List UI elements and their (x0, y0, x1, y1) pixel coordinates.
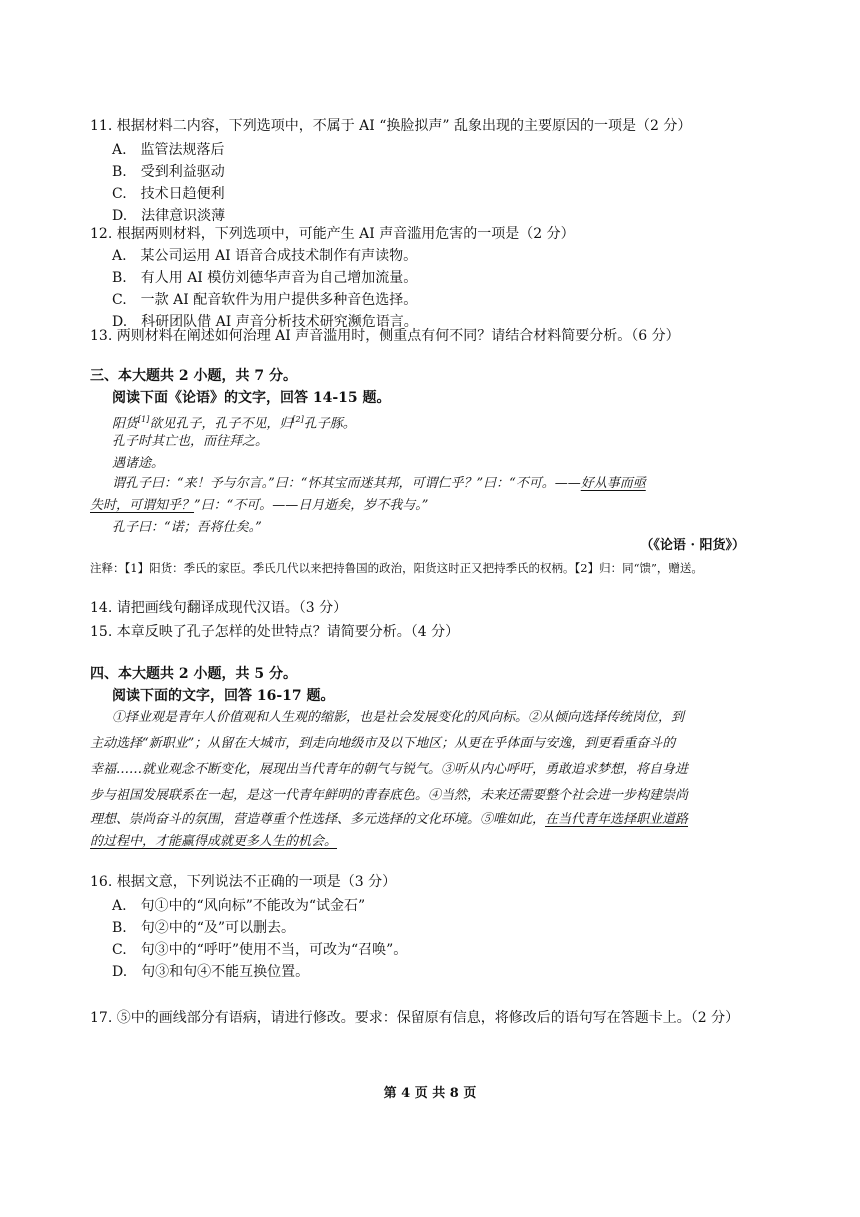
lunyu-line-5 (90, 496, 428, 516)
passage-line-4: 步与祖国发展联系在一起，是这一代青年鲜明的青春底色。④当然，未来还需要整个社会进一步构建崇尚 (90, 788, 689, 803)
passage-line-1: ①择业观是青年人价值观和人生观的缩影，也是社会发展变化的风向标。②从倾向选择传统岗位，到 (112, 710, 685, 725)
section-4-heading: 四、本大题共 2 小题，共 5 分。 (90, 666, 297, 682)
underlined-sentence: 失时，可谓知乎？ (90, 498, 195, 513)
question-11-stem: 11. 根据材料二内容，下列选项中，不属于 AI “换脸拟声” 乱象出现的主要原因的一项是（2 分） (90, 118, 692, 134)
underlined-sentence: 好从事而亟 (580, 476, 646, 491)
question-11-option-c: C. 技术日趋便利 (112, 186, 225, 202)
section-3-instruction: 阅读下面《论语》的文字，回答 14-15 题。 (112, 390, 391, 406)
question-16-option-c: C. 句③中的“呼吁”使用不当，可改为“召唤”。 (112, 942, 408, 958)
page-number: 第 4 页 共 8 页 (383, 1086, 477, 1101)
question-16-option-a: A. 句①中的“风向标”不能改为“试金石” (112, 898, 366, 914)
question-15-stem: 15. 本章反映了孔子怎样的处世特点？请简要分析。（4 分） (90, 624, 460, 640)
passage-line-3: 幸福……就业观念不断变化，展现出当代青年的朝气与锐气。③听从内心呼吁，勇敢追求梦想，将自身进 (90, 762, 689, 777)
lunyu-line-4 (112, 474, 646, 494)
lunyu-line-1 (112, 410, 356, 434)
question-12-option-d: D. 科研团队借 AI 声音分析技术研究濒危语言。 (112, 314, 418, 330)
section-4-instruction: 阅读下面的文字，回答 16-17 题。 (112, 688, 335, 704)
lunyu-text: ”曰：“不可。——日月逝矣，岁不我与。” (194, 498, 429, 513)
annotation-note: 注释：【1】阳货：季氏的家臣。季氏几代以来把持鲁国的政治，阳货这时正又把持季氏的权柄。【2】归：同“馈”，赠送。 (90, 561, 703, 575)
lunyu-line-3: 遇诸途。 (112, 456, 165, 471)
passage-line-2: 主动选择“新职业”；从留在大城市，到走向地级市及以下地区；从更在乎体面与安逸，到更看重奋斗的 (90, 736, 676, 751)
underlined-sentence: 的过程中，才能赢得成就更多人生的机会。 (90, 834, 338, 849)
question-11-option-d: D. 法律意识淡薄 (112, 208, 226, 224)
source-citation: （《论语 · 阳货》） (640, 538, 745, 553)
footnote-marker-2: [2] (292, 415, 304, 424)
underlined-sentence: 在当代青年选择职业道路 (545, 812, 689, 827)
question-11-option-b: B. 受到利益驱动 (112, 164, 225, 180)
question-12-option-a: A. 某公司运用 AI 语音合成技术制作有声读物。 (112, 248, 418, 264)
passage-line-5 (90, 810, 688, 830)
lunyu-text: 欲见孔子，孔子不见，归 (149, 416, 293, 432)
question-12-stem: 12. 根据两则材料，下列选项中，可能产生 AI 声音滥用危害的一项是（2 分） (90, 226, 575, 242)
lunyu-line-6: 孔子曰：“诺；吾将仕矣。” (112, 520, 262, 535)
question-14-stem: 14. 请把画线句翻译成现代汉语。（3 分） (90, 600, 348, 616)
lunyu-line-2: 孔子时其亡也，而往拜之。 (112, 434, 269, 449)
lunyu-text: 阳货 (112, 416, 139, 432)
question-17-stem: 17. ⑤中的画线部分有语病，请进行修改。要求：保留原有信息，将修改后的语句写在答题卡上。（2 分） (90, 1010, 740, 1026)
question-12-option-c: C. 一款 AI 配音软件为用户提供多种音色选择。 (112, 292, 418, 308)
lunyu-text: 谓孔子曰：“来！予与尔言。”曰：“怀其宝而迷其邦，可谓仁乎？”曰：“不可。—— (112, 476, 581, 491)
question-11-option-a: A. 监管法规落后 (112, 142, 225, 158)
question-16-stem: 16. 根据文意，下列说法不正确的一项是（3 分） (90, 874, 397, 890)
passage-text: 理想、崇尚奋斗的氛围，营造尊重个性选择、多元选择的文化环境。⑤唯如此， (90, 812, 546, 827)
lunyu-text: 孔子豚。 (303, 416, 356, 432)
question-12-option-b: B. 有人用 AI 模仿刘德华声音为自己增加流量。 (112, 270, 418, 286)
footnote-marker-1: [1] (138, 415, 150, 424)
passage-line-6 (90, 832, 337, 852)
question-16-option-b: B. 句②中的“及”可以删去。 (112, 920, 296, 936)
question-13-stem: 13. 两则材料在阐述如何治理 AI 声音滥用时，侧重点有何不同？请结合材料简要分析。（6 分） (90, 328, 680, 344)
section-3-heading: 三、本大题共 2 小题，共 7 分。 (90, 368, 297, 384)
question-16-option-d: D. 句③和句④不能互换位置。 (112, 964, 310, 980)
